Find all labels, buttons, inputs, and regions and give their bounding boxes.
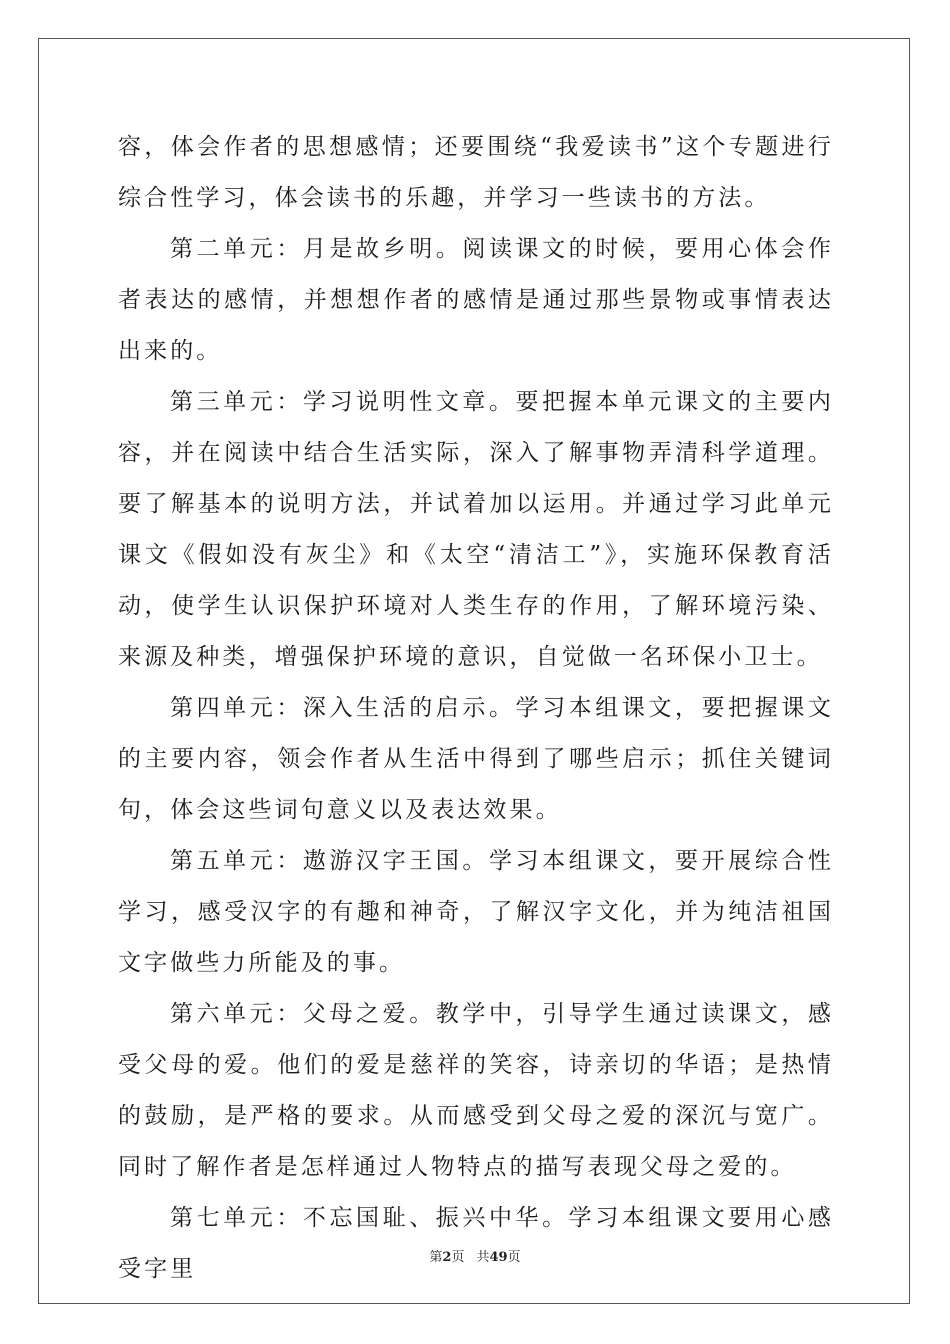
paragraph-unit-4: 第四单元：深入生活的启示。学习本组课文，要把握课文的主要内容，领会作者从生活中得到了哪些启示；抓住关键词句，体会这些词句意义以及表达效果。	[118, 695, 834, 823]
page-number: 2	[442, 1250, 452, 1265]
total-suffix: 页	[507, 1250, 521, 1265]
page-suffix: 页	[451, 1250, 465, 1265]
paragraph-continued: 容，体会作者的思想感情；还要围绕“我爱读书”这个专题进行综合性学习，体会读书的乐趣，并学习一些读书的方法。	[118, 134, 834, 211]
document-body	[118, 122, 834, 1295]
total-pages: 49	[489, 1250, 508, 1265]
paragraph-unit-3: 第三单元：学习说明性文章。要把握本单元课文的主要内容，并在阅读中结合生活实际，深入了解事物弄清科学道理。要了解基本的说明方法，并试着加以运用。并通过学习此单元课文《假如没有灰尘》和《太空“清洁工”》，实施环保教育活动，使学生认识保护环境对人类生存的作用，了解环境污染、来源及种类，增强保护环境的意识，自觉做一名环保小卫士。	[118, 389, 834, 670]
total-prefix: 共	[476, 1250, 490, 1265]
paragraph-unit-2: 第二单元：月是故乡明。阅读课文的时候，要用心体会作者表达的感情，并想想作者的感情是通过那些景物或事情表达出来的。	[118, 236, 834, 364]
paragraph-unit-5: 第五单元：遨游汉字王国。学习本组课文，要开展综合性学习，感受汉字的有趣和神奇，了解汉字文化，并为纯洁祖国文字做些力所能及的事。	[118, 848, 834, 976]
paragraph-unit-7: 第七单元：不忘国耻、振兴中华。学习本组课文要用心感受字里	[118, 1205, 834, 1282]
paragraph-unit-6: 第六单元：父母之爱。教学中，引导学生通过读课文，感受父母的爱。他们的爱是慈祥的笑容，诗亲切的华语；是热情的鼓励，是严格的要求。从而感受到父母之爱的深沉与宽广。同时了解作者是怎样通过人物特点的描写表现父母之爱的。	[118, 1001, 834, 1180]
page-prefix: 第	[429, 1250, 443, 1265]
page-footer	[0, 1246, 950, 1265]
